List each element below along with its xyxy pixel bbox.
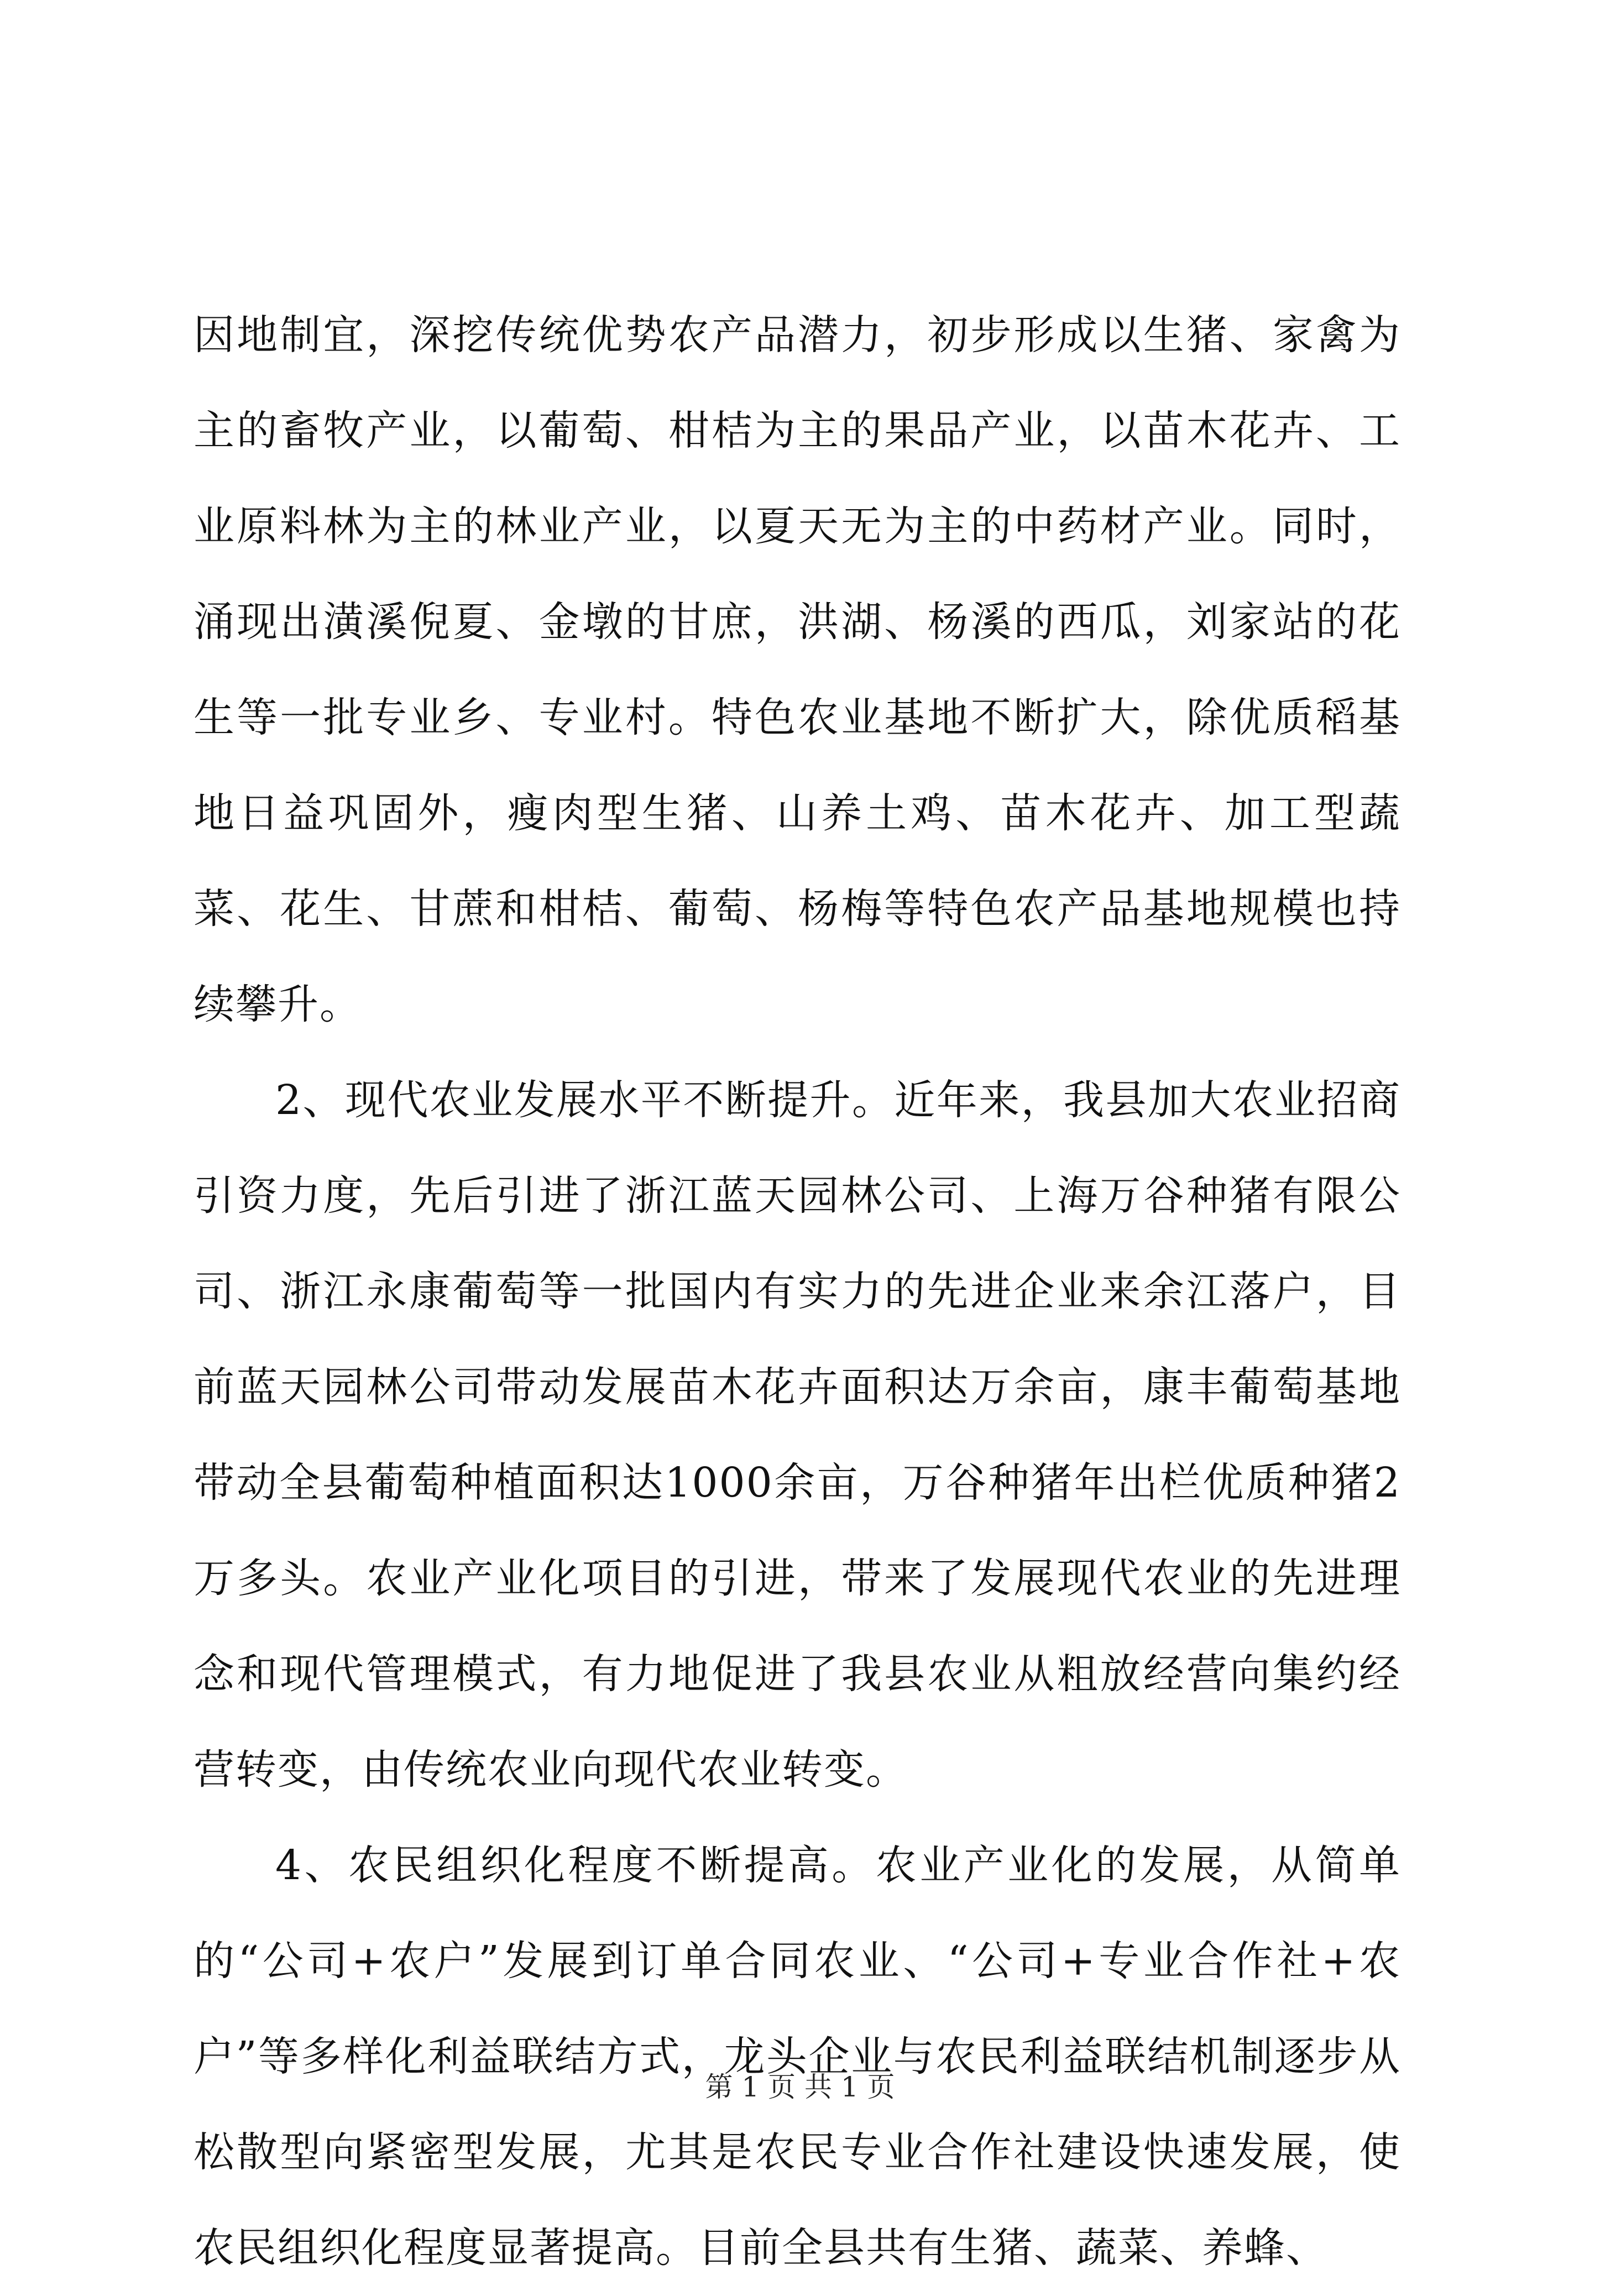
page-footer: 第 1 页 共 1 页 — [705, 2071, 895, 2103]
paragraph-2: 2、现代农业发展水平不断提升。近年来，我县加大农业招商引资力度，先后引进了浙江蓝天园林公司、上海万谷种猪有限公司、浙江永康葡萄等一批国内有实力的先进企业来余江落户，目前蓝天园林公司带动发展苗木花卉面积达万余亩，康丰葡萄基地带动全县葡萄种植面积达1000余亩，万谷种猪年出栏优质种猪2万多头。农业产业化项目的引进，带来了发展现代农业的先进理念和现代管理模式，有力地促进了我县农业从粗放经营向集约经营转变，由传统农业向现代农业转变。 — [194, 1076, 1401, 1793]
document-body — [194, 287, 1401, 2296]
paragraph-3: 4、农民组织化程度不断提高。农业产业化的发展，从简单的“公司+农户”发展到订单合同农业、“公司+专业合作社+农户”等多样化利益联结方式，龙头企业与农民利益联结机制逐步从松散型向紧密型发展，尤其是农民专业合作社建设快速发展，使农民组织化程度显著提高。目前全县共有生猪、蔬菜、养蜂、 — [194, 1842, 1401, 2272]
paragraph-1: 因地制宜，深挖传统优势农产品潜力，初步形成以生猪、家禽为主的畜牧产业，以葡萄、柑桔为主的果品产业，以苗木花卉、工业原料林为主的林业产业，以夏天无为主的中药材产业。同时，涌现出潢溪倪夏、金墩的甘庶，洪湖、杨溪的西瓜，刘家站的花生等一批专业乡、专业村。特色农业基地不断扩大，除优质稻基地日益巩固外，瘦肉型生猪、山养土鸡、苗木花卉、加工型蔬菜、花生、甘蔗和柑桔、葡萄、杨梅等特色农产品基地规模也持续攀升。 — [194, 311, 1401, 1028]
